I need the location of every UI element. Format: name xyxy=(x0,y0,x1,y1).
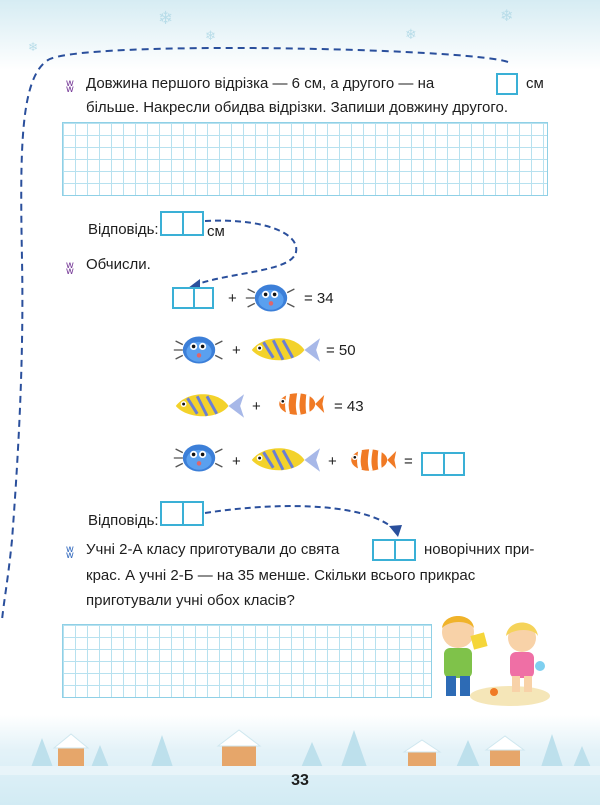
blowfish-icon xyxy=(242,280,300,316)
task3-line1-end: новорічних при- xyxy=(424,541,535,558)
plus-sign: + xyxy=(232,342,241,359)
eq4-answer-box[interactable] xyxy=(421,452,465,476)
snowflake-icon: ❄ xyxy=(500,8,514,25)
yellow-fish-icon xyxy=(168,386,246,426)
yellow-fish-icon xyxy=(244,330,322,370)
snowflake-icon: ❄ xyxy=(158,8,174,28)
snowflake-icon: ❄ xyxy=(405,26,417,42)
village-illustration xyxy=(0,720,600,775)
task1-line2: більше. Накресли обидва відрізки. Запиши довжину другого. xyxy=(86,99,508,116)
task3-line3: приготували учні обох класів? xyxy=(86,592,295,609)
task1-blank-box[interactable] xyxy=(496,73,518,95)
snowflake-icon: ❄ xyxy=(28,40,39,54)
plus-sign: + xyxy=(252,398,261,415)
plus-sign: + xyxy=(232,453,241,470)
eq3-result: = 43 xyxy=(334,398,364,415)
task1-answer-unit: см xyxy=(207,223,225,240)
blowfish-icon xyxy=(170,332,228,368)
clownfish-icon xyxy=(270,386,328,422)
eq2-result: = 50 xyxy=(326,342,356,359)
task-marker-icon: ʬ xyxy=(66,79,74,96)
task2-title: Обчисли. xyxy=(86,256,151,273)
clownfish-icon xyxy=(342,442,400,478)
task1-line1: Довжина першого відрізка — 6 см, а другого — на xyxy=(86,75,435,92)
eq1-result: = 34 xyxy=(304,290,334,307)
task1-grid[interactable] xyxy=(62,122,548,196)
blowfish-icon xyxy=(170,440,228,476)
task3-grid[interactable] xyxy=(62,624,432,698)
plus-sign: + xyxy=(328,453,337,470)
eq1-blank-box[interactable] xyxy=(172,287,214,309)
task2-answer-box[interactable] xyxy=(160,501,204,526)
children-illustration xyxy=(430,608,555,708)
task2-answer-label: Відповідь: xyxy=(88,512,159,529)
yellow-fish-icon xyxy=(244,440,322,480)
task3-blank-box[interactable] xyxy=(372,539,416,561)
task1-answer-label: Відповідь: xyxy=(88,221,159,238)
page-number: 33 xyxy=(291,772,309,789)
task3-line2: крас. А учні 2-Б — на 35 менше. Скільки всього прикрас xyxy=(86,567,476,584)
eq4-equals: = xyxy=(404,453,413,470)
task3-line1: Учні 2-А класу приготували до свята xyxy=(86,541,340,558)
task-marker-icon: ʬ xyxy=(66,545,74,562)
task1-answer-box[interactable] xyxy=(160,211,204,236)
plus-sign: + xyxy=(228,290,237,307)
snowflake-icon: ❄ xyxy=(205,28,216,43)
task-marker-icon: ʬ xyxy=(66,261,74,278)
task1-unit: см xyxy=(526,75,544,92)
